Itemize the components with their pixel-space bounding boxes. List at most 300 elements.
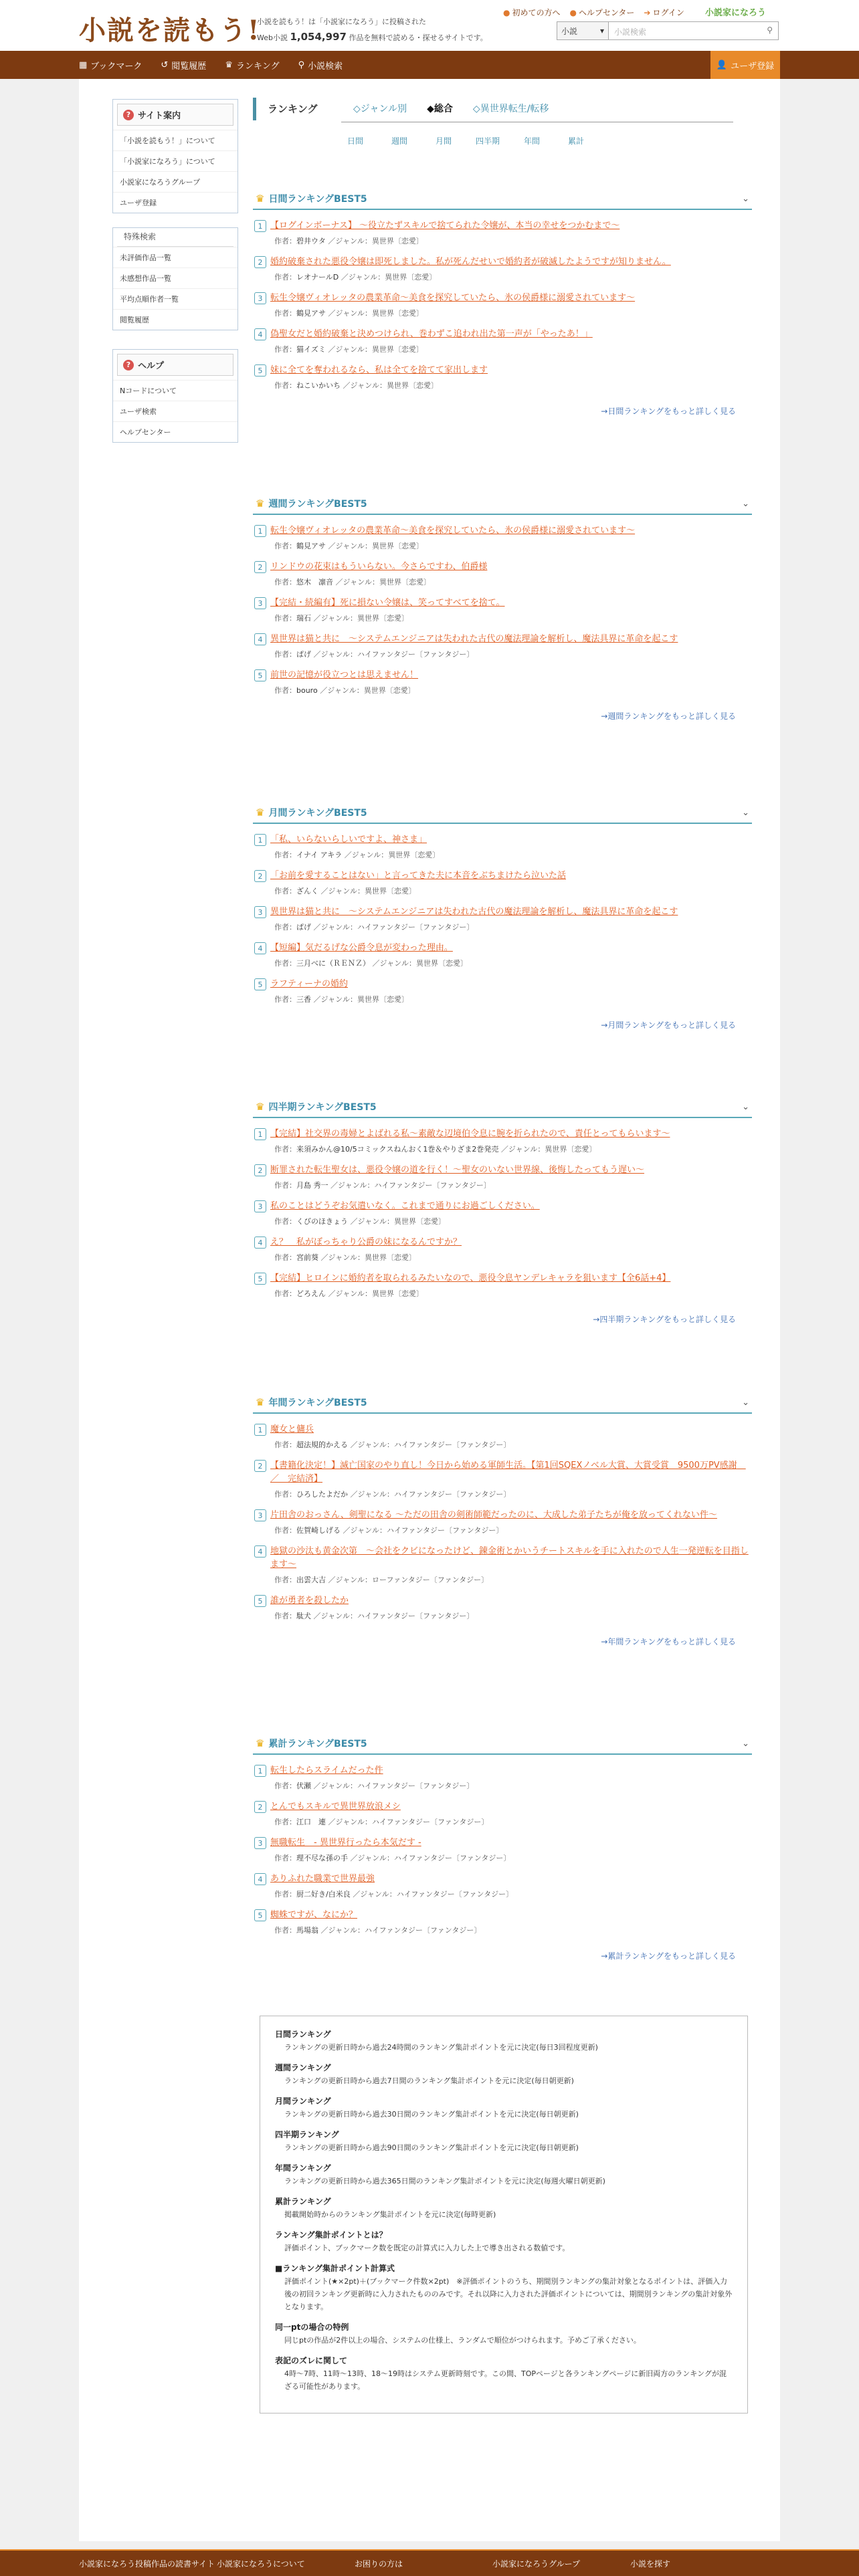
author-name[interactable]: どろえん — [296, 1289, 326, 1298]
footer-link[interactable]: 小説家になろうについて — [217, 2559, 305, 2569]
footer-link[interactable]: 小説を探す — [630, 2559, 671, 2569]
genre-label: ／ジャンル： — [330, 1181, 375, 1190]
chevron-down-icon[interactable]: ⌄ — [742, 498, 749, 509]
section-title — [256, 806, 367, 819]
genre-name: ハイファンタジー〔ファンタジー〕 — [394, 1854, 511, 1862]
rank-number: 2 — [254, 561, 266, 573]
section-title-label: 四半期ランキングBEST5 — [268, 1102, 377, 1113]
novel-meta — [254, 272, 752, 282]
explain-text: ランキングの更新日時から過去30日間のランキング集計ポイントを元に決定(毎日朝更新) — [284, 2110, 579, 2119]
rank-number: 1 — [254, 525, 266, 537]
login-link[interactable] — [644, 7, 684, 18]
genre-name: 異世界〔恋愛〕 — [545, 1145, 597, 1154]
author-name[interactable]: 厨二好き/白米良 — [296, 1890, 351, 1899]
novel-meta — [254, 1525, 752, 1535]
explain-text: 同じptの作品が2件以上の場合、システムの仕様上、ランダムで順位がつけられます。予めご了承ください。 — [284, 2336, 641, 2345]
section-title — [256, 192, 367, 205]
rank-number: 2 — [254, 1164, 266, 1176]
novel-title-link[interactable]: 蜘蛛ですが、なにか？ — [270, 1910, 358, 1920]
ranking-item — [253, 1509, 752, 1535]
author-name[interactable]: 猫イズミ — [296, 345, 326, 354]
chevron-down-icon[interactable]: ⌄ — [742, 1397, 749, 1408]
ranking-item — [253, 669, 752, 695]
tab-overall[interactable]: ◆総合 — [427, 104, 453, 114]
author-label: 作者： — [274, 995, 296, 1004]
footer-link[interactable]: 小説家になろうグループ — [492, 2559, 581, 2569]
footer-link[interactable]: 小説家になろう投稿作品の読書サイト — [79, 2559, 215, 2569]
novel-title-link[interactable]: 婚約破棄された悪役令嬢は即死しました。私が死んだせいで婚約者が破滅したようですが知りません。 — [270, 257, 671, 267]
novel-title-link[interactable]: 【ログインボーナス】 ～役立たずスキルで捨てられた令嬢が、本当の幸せをつかむまで～ — [270, 221, 620, 231]
author-name[interactable]: 鶴見アサ — [296, 309, 326, 318]
crown-icon: ♛ — [256, 193, 265, 205]
section-header[interactable] — [253, 1733, 752, 1755]
genre-label: ／ジャンル： — [313, 614, 358, 623]
novel-title-link[interactable]: 「私、いらないらしいですよ、神さま」 — [270, 835, 427, 845]
novel-title-link[interactable]: とんでもスキルで異世界放浪メシ — [270, 1802, 401, 1812]
sidebar-item[interactable]: ユーザ登録 — [113, 192, 237, 213]
heading-bar — [253, 98, 256, 120]
more-ranking-link[interactable]: →年間ランキングをもっと詳しく見る — [601, 1637, 736, 1646]
author-name[interactable]: 三月べに（ＲＥＮＺ） — [296, 959, 370, 968]
genre-name: 異世界〔恋愛〕 — [394, 1217, 446, 1226]
author-name[interactable]: 宮前葵 — [296, 1253, 318, 1262]
novel-title-link[interactable]: 魔女と傭兵 — [270, 1424, 314, 1434]
author-name[interactable]: イナイ アキラ — [296, 851, 343, 859]
rank-number: 4 — [254, 1873, 266, 1885]
ranking-item — [253, 978, 752, 1004]
rank-number: 2 — [254, 256, 266, 268]
ranking-item — [253, 219, 752, 246]
author-label: 作者： — [274, 887, 296, 895]
author-name[interactable]: 江口 連 — [296, 1818, 326, 1826]
tagline-post: 作品を無料で読める・探せるサイトです。 — [349, 33, 488, 42]
genre-name: ハイファンタジー〔ファンタジー〕 — [357, 1612, 474, 1620]
ranking-item — [253, 560, 752, 587]
explain-heading: ■ランキング集計ポイント計算式 — [275, 2264, 395, 2273]
novel-meta — [254, 1216, 752, 1226]
ranking-item — [253, 292, 752, 318]
genre-name: 異世界〔恋愛〕 — [371, 345, 423, 354]
novel-title-link[interactable]: ありふれた職業で世界最強 — [270, 1874, 375, 1884]
more-ranking-link[interactable]: →累計ランキングをもっと詳しく見る — [601, 1951, 736, 1961]
ranking-section — [253, 802, 752, 1031]
author-label: 作者： — [274, 345, 296, 354]
tab-weekly[interactable]: 週間 — [391, 136, 407, 146]
sidebar-site-guide — [112, 99, 238, 213]
nav-bookmark-label: ブックマーク — [90, 61, 142, 72]
ranking-item — [253, 1800, 752, 1827]
chevron-down-icon[interactable]: ⌄ — [742, 1101, 749, 1112]
novel-title-link[interactable]: 転生令嬢ヴィオレッタの農業革命～美食を探究していたら、氷の侯爵様に溺愛されています～ — [270, 293, 636, 303]
author-label: 作者： — [274, 1854, 296, 1862]
genre-name: ハイファンタジー〔ファンタジー〕 — [394, 1440, 511, 1449]
top-links — [503, 7, 684, 18]
genre-label: ／ジャンル： — [328, 1289, 373, 1298]
explain-heading: 四半期ランキング — [275, 2130, 339, 2139]
author-label: 作者： — [274, 1289, 296, 1298]
rank-number: 5 — [254, 978, 266, 990]
ranking-explanation — [260, 2016, 748, 2413]
more-ranking-link[interactable]: →四半期ランキングをもっと詳しく見る — [593, 1315, 736, 1324]
nav-bookmark[interactable] — [79, 59, 142, 72]
author-name[interactable]: 月島 秀一 — [296, 1181, 328, 1190]
author-label: 作者： — [274, 1490, 296, 1499]
explain-heading: 同一ptの場合の特例 — [275, 2323, 349, 2332]
more-ranking-link[interactable]: →日間ランキングをもっと詳しく見る — [601, 407, 736, 416]
ranking-header — [253, 95, 748, 123]
explain-heading: 日間ランキング — [275, 2030, 331, 2039]
novel-meta — [254, 1610, 752, 1621]
rank-number: 4 — [254, 633, 266, 645]
novel-meta — [254, 1889, 752, 1899]
novel-title-link[interactable]: 無職転生 - 異世界行ったら本気だす - — [270, 1838, 421, 1848]
author-name[interactable]: 碧井ウタ — [296, 237, 326, 245]
question-icon: ? — [123, 110, 134, 120]
help-center-link[interactable] — [570, 7, 635, 18]
genre-label: ／ジャンル： — [320, 686, 364, 695]
author-name[interactable]: ざんく — [296, 887, 318, 895]
novel-count: 1,054,997 — [290, 31, 347, 43]
genre-name: ハイファンタジー〔ファンタジー〕 — [394, 1490, 511, 1499]
explain-text: 評価ポイント(★×2pt)＋(ブックマーク件数×2pt) ※評価ポイントのうち、期間別ランキングの集計対象となるポイントは、評価入力後の初回ランキング更新時に入力されたもののみです。それ以降に入力された評価ポイントについては、期間別ランキングの集計対象外となります。 — [284, 2277, 733, 2311]
login-label: ログイン — [652, 8, 684, 17]
genre-label: ／ジャンル： — [328, 542, 373, 550]
novel-title-link[interactable]: リンドウの花束はもういらない。今さらですわ、伯爵様 — [270, 562, 488, 572]
rank-number: 4 — [254, 328, 266, 340]
history-icon: ↺ — [161, 60, 169, 70]
ranking-item — [253, 1872, 752, 1899]
tab-quarterly[interactable]: 四半期 — [475, 136, 500, 146]
genre-name: ハイファンタジー〔ファンタジー〕 — [372, 1818, 489, 1826]
ranking-item — [253, 1909, 752, 1935]
sidebar-item[interactable]: 未感想作品一覧 — [113, 267, 237, 288]
question-icon: ? — [123, 360, 134, 370]
sidebar-help-title — [117, 354, 233, 376]
genre-label: ／ジャンル： — [313, 995, 358, 1004]
ranking-section — [253, 189, 752, 417]
explain-heading: ランキング集計ポイントとは？ — [275, 2230, 387, 2240]
author-label: 作者： — [274, 686, 296, 695]
novel-meta — [254, 380, 752, 391]
sidebar-item[interactable]: 「小説家になろう」について — [113, 150, 237, 171]
sidebar-item[interactable]: 未評価作品一覧 — [113, 247, 237, 267]
novel-title-link[interactable]: 偽聖女だと婚約破棄と決めつけられ、巻わずこ追われ出た第一声が「やったあ！」 — [270, 329, 593, 339]
more-ranking-link[interactable]: →週間ランキングをもっと詳しく見る — [601, 712, 736, 721]
novel-title-link[interactable]: 転生したらスライムだった件 — [270, 1765, 383, 1776]
author-name[interactable]: 佐賀崎しげる — [296, 1526, 341, 1535]
ranking-section — [253, 1097, 752, 1325]
bookmark-icon: ▦ — [79, 60, 88, 70]
sidebar-special-search — [112, 227, 238, 330]
genre-label: ／ジャンル： — [328, 237, 372, 245]
user-register-button[interactable] — [710, 51, 780, 79]
sidebar-item[interactable]: 「小説を読もう！」について — [113, 130, 237, 150]
author-name[interactable]: 馬場翁 — [296, 1926, 318, 1935]
genre-name: ハイファンタジー〔ファンタジー〕 — [396, 1890, 514, 1899]
genre-label: ／ジャンル： — [341, 273, 385, 282]
author-label: 作者： — [274, 650, 296, 659]
genre-name: ハイファンタジー〔ファンタジー〕 — [365, 1926, 482, 1935]
author-name[interactable]: 伏瀬 — [296, 1782, 311, 1790]
genre-name: 異世界〔恋愛〕 — [372, 309, 424, 318]
author-label: 作者： — [274, 1890, 296, 1899]
novel-title-link[interactable]: 断罪された転生聖女は、悪役令嬢の道を行く！～聖女のいない世界線、後悔したってもう遅い～ — [270, 1165, 645, 1175]
author-name[interactable]: ぱげ — [296, 923, 311, 932]
author-name[interactable]: ぱげ — [296, 650, 311, 659]
novel-meta — [254, 1489, 752, 1499]
help-icon: ● — [569, 7, 577, 17]
author-label: 作者： — [274, 1217, 296, 1226]
genre-name: 異世界〔恋愛〕 — [372, 542, 424, 550]
rank-number: 5 — [254, 364, 266, 377]
tab-daily[interactable]: 日間 — [347, 136, 363, 146]
novel-meta — [254, 235, 752, 246]
genre-name: 異世界〔恋愛〕 — [357, 995, 409, 1004]
chevron-down-icon[interactable]: ⌄ — [742, 193, 749, 204]
sidebar-item[interactable]: 平均点順作者一覧 — [113, 288, 237, 309]
tagline — [257, 15, 488, 45]
tab-yearly[interactable]: 年間 — [523, 136, 540, 146]
rank-number: 4 — [254, 942, 266, 954]
chevron-down-icon[interactable]: ⌄ — [742, 1738, 749, 1749]
genre-name: ハイファンタジー〔ファンタジー〕 — [387, 1526, 504, 1535]
author-name[interactable]: 瑞石 — [296, 614, 311, 623]
sidebar-item[interactable]: ユーザ検索 — [113, 401, 237, 421]
novel-meta — [254, 994, 752, 1004]
genre-label: ／ジャンル： — [320, 1926, 365, 1935]
tagline-line1: 小説を読もう！は「小説家になろう」に投稿された — [257, 17, 426, 26]
rank-number: 2 — [254, 1460, 266, 1472]
novel-title-link[interactable]: 前世の記憶が役立つとは思えません！ — [270, 670, 419, 680]
explain-heading: 累計ランキング — [275, 2197, 331, 2206]
rank-number: 1 — [254, 1424, 266, 1436]
search-input[interactable] — [609, 21, 779, 40]
genre-name: 異世界〔恋愛〕 — [379, 578, 432, 586]
genre-label: ／ジャンル： — [344, 851, 389, 859]
novel-title-link[interactable]: 転生令嬢ヴィオレッタの農業革命～美食を探究していたら、氷の侯爵様に溺愛されています～ — [270, 526, 636, 536]
ranking-item — [253, 524, 752, 551]
site-title-label: サイト案内 — [138, 111, 181, 121]
explain-heading: 表記のズレに関して — [275, 2356, 348, 2365]
author-name[interactable]: ひろしたよだか — [296, 1490, 348, 1499]
section-title — [256, 1737, 367, 1750]
author-label: 作者： — [274, 1612, 296, 1620]
genre-name: ハイファンタジー〔ファンタジー〕 — [357, 1782, 474, 1790]
tab-monthly[interactable]: 月間 — [435, 136, 452, 146]
novel-title-link[interactable]: 【完結】ヒロインに婚約者を取られるみたいなので、悪役令息ヤンデレキャラを狙います【全6話+4】 — [270, 1273, 671, 1283]
tab-total[interactable]: 累計 — [567, 136, 584, 146]
sidebar-item[interactable]: 小説家になろうグループ — [113, 171, 237, 192]
ranking-item — [253, 1164, 752, 1190]
chevron-down-icon[interactable]: ⌄ — [742, 807, 749, 818]
sidebar-item[interactable]: ヘルプセンター — [113, 421, 237, 442]
section-header[interactable] — [253, 494, 752, 515]
novel-title-link[interactable]: 「お前を愛することはない」と言ってきた夫に本音をぶちまけたら泣いた話 — [270, 871, 567, 881]
help-title-label: ヘルプ — [138, 361, 165, 371]
author-label: 作者： — [274, 614, 296, 623]
novel-meta — [254, 613, 752, 623]
novel-title-link[interactable]: 異世界は猫と共に ～システムエンジニアは失われた古代の魔法理論を解析し、魔法具界に革命を起こす — [270, 634, 678, 644]
rank-number: 1 — [254, 1765, 266, 1777]
ranking-item — [253, 1200, 752, 1226]
search-type-value: 小説 — [561, 26, 578, 36]
author-name[interactable]: 駄犬 — [296, 1612, 311, 1620]
author-label: 作者： — [274, 1782, 296, 1790]
genre-label: ／ジャンル： — [313, 1782, 358, 1790]
genre-label: ／ジャンル： — [313, 1612, 358, 1620]
special-search-title: 特殊検索 — [117, 228, 233, 247]
novel-title-link[interactable]: え？ 私がぼっちゃり公爵の妹になるんですか？ — [270, 1237, 462, 1247]
genre-label: ／ジャンル： — [343, 381, 387, 390]
author-label: 作者： — [274, 1181, 296, 1190]
ranking-section — [253, 1733, 752, 1961]
author-name[interactable]: 鶴見アサ — [296, 542, 326, 550]
novel-meta — [254, 1780, 752, 1791]
genre-name: 異世界〔恋愛〕 — [357, 614, 409, 623]
search-type-select[interactable] — [557, 21, 609, 40]
novel-title-link[interactable]: 異世界は猫と共に ～システムエンジニアは失われた古代の魔法理論を解析し、魔法具界に革命を起こす — [270, 907, 678, 917]
novel-meta — [254, 1816, 752, 1827]
author-label: 作者： — [274, 1253, 296, 1262]
section-title-label: 日間ランキングBEST5 — [268, 194, 367, 205]
novel-title-link[interactable]: 私のことはどうぞお気遣いなく。これまで通りにお過ごしください。 — [270, 1201, 540, 1211]
nav-history[interactable] — [161, 59, 206, 72]
section-header[interactable] — [253, 802, 752, 824]
user-icon: 👤 — [716, 60, 728, 70]
nav-ranking[interactable] — [225, 59, 279, 72]
crown-icon: ♛ — [256, 1396, 265, 1408]
ranking-item — [253, 597, 752, 623]
section-title-label: 累計ランキングBEST5 — [268, 1739, 367, 1749]
section-title — [256, 497, 367, 510]
tab-isekai[interactable]: ◇異世界転生/転移 — [472, 104, 549, 114]
explain-text: 評価ポイント、ブックマーク数を既定の計算式に入力した上で導き出される数値です。 — [284, 2244, 570, 2252]
rank-number: 5 — [254, 1273, 266, 1285]
novel-title-link[interactable]: 【短編】気だるげな公爵令息が変わった理由。 — [270, 943, 453, 953]
explain-heading: 年間ランキング — [275, 2163, 331, 2173]
novel-meta — [254, 885, 752, 896]
rank-number: 3 — [254, 1200, 266, 1212]
author-label: 作者： — [274, 1440, 296, 1449]
search-icon[interactable]: ⚲ — [767, 25, 773, 35]
help-center-label: ヘルプセンター — [578, 8, 635, 17]
author-name[interactable]: 来須みかん@10/5コミックスねんおく1巻＆やりざま2巻発売 — [296, 1145, 499, 1154]
author-name[interactable]: 超法規的かえる — [296, 1440, 348, 1449]
novel-title-link[interactable]: 【完結・続編有】死に損ない令嬢は、笑ってすべてを捨て。 — [270, 598, 505, 608]
nav-ranking-label: ランキング — [235, 61, 280, 72]
author-name[interactable]: 理不尽な孫の手 — [296, 1854, 348, 1862]
nav-search[interactable] — [298, 59, 343, 72]
tab-genre[interactable]: ◇ジャンル別 — [353, 104, 407, 114]
ranking-item — [253, 942, 752, 968]
more-ranking-link[interactable]: →月間ランキングをもっと詳しく見る — [601, 1021, 736, 1030]
author-name[interactable]: 悠木 凛音 — [296, 578, 333, 586]
ranking-item — [253, 1423, 752, 1450]
author-label: 作者： — [274, 309, 296, 318]
genre-label: ／ジャンル： — [353, 1890, 397, 1899]
author-name[interactable]: ねこいかいち — [296, 381, 341, 390]
footer-link[interactable]: お困りの方は — [355, 2559, 403, 2569]
section-title — [256, 1396, 367, 1409]
novel-meta — [254, 922, 752, 932]
ranking-item — [253, 1459, 752, 1499]
section-header[interactable] — [253, 1097, 752, 1118]
genre-name: 異世界〔恋愛〕 — [365, 887, 417, 895]
genre-label: ／ジャンル： — [313, 923, 358, 932]
genre-label: ／ジャンル： — [320, 1253, 365, 1262]
author-label: 作者： — [274, 237, 296, 245]
first-time-link[interactable] — [503, 7, 561, 18]
genre-name: ハイファンタジー〔ファンタジー〕 — [357, 650, 474, 659]
genre-label: ／ジャンル： — [320, 887, 365, 895]
novel-meta — [254, 958, 752, 968]
section-header[interactable] — [253, 1392, 752, 1414]
rank-number: 2 — [254, 1801, 266, 1813]
genre-label: ／ジャンル： — [350, 1217, 395, 1226]
section-header[interactable] — [253, 189, 752, 210]
rank-number: 2 — [254, 870, 266, 882]
novel-title-link[interactable]: 【完結】社交界の毒婦とよばれる私～素敵な辺境伯令息に腕を折られたので、責任とってもらいます～ — [270, 1129, 670, 1139]
sidebar-item[interactable]: Nコードについて — [113, 380, 237, 401]
genre-name: 異世界〔恋愛〕 — [416, 959, 468, 968]
ranking-item — [253, 833, 752, 860]
author-name[interactable]: 三香 — [296, 995, 311, 1004]
genre-label: ／ジャンル： — [500, 1145, 545, 1154]
rank-number: 4 — [254, 1545, 266, 1558]
ranking-item — [253, 328, 752, 354]
site-logo[interactable]: 小説を読もう! — [79, 15, 261, 46]
explain-text: ランキングの更新日時から過去90日間のランキング集計ポイントを元に決定(毎日朝更新) — [284, 2143, 579, 2152]
novel-title-link[interactable]: 誰が勇者を殺したか — [270, 1596, 349, 1606]
author-label: 作者： — [274, 1576, 296, 1584]
novel-meta — [254, 576, 752, 587]
explain-text: ランキングの更新日時から過去365日間のランキング集計ポイントを元に決定(毎週火曜日朝更新) — [284, 2177, 605, 2185]
genre-name: 異世界〔恋愛〕 — [372, 1289, 424, 1298]
novel-meta — [254, 1852, 752, 1863]
author-name[interactable]: bouro — [296, 686, 318, 695]
rank-number: 3 — [254, 597, 266, 609]
author-name[interactable]: レオナールD — [296, 273, 339, 282]
genre-label: ／ジャンル： — [335, 578, 380, 586]
novel-title-link[interactable]: ラフティーナの婚約 — [270, 979, 348, 989]
rank-number: 3 — [254, 906, 266, 918]
novel-title-link[interactable]: 【書籍化決定！】滅亡国家のやり直し！今日から始める軍師生活。【第1回SQEXノベル大賞、大賞受賞 9500万PV感謝 ／ 完結済】 — [270, 1461, 746, 1484]
rank-number: 1 — [254, 220, 266, 232]
genre-label: ／ジャンル： — [350, 1490, 395, 1499]
novel-title-link[interactable]: 地獄の沙汰も黄金次第 ～会社をクビになったけど、錬金術とかいうチートスキルを手に入れたので人生一発逆転を目指します～ — [270, 1546, 749, 1570]
ranking-item — [253, 869, 752, 896]
ranking-item — [253, 1128, 752, 1154]
author-name[interactable]: 出雲大吉 — [296, 1576, 326, 1584]
author-label: 作者： — [274, 1526, 296, 1535]
sidebar-item[interactable]: 閲覧履歴 — [113, 309, 237, 330]
genre-name: 異世界〔恋愛〕 — [363, 686, 415, 695]
search-placeholder: 小説検索 — [614, 27, 647, 37]
novel-meta — [254, 1439, 752, 1450]
novel-title-link[interactable]: 片田舎のおっさん、剣聖になる ～ただの田舎の剣術師範だったのに、大成した弟子たちが俺を放ってくれない件～ — [270, 1510, 717, 1520]
ranking-item — [253, 1545, 752, 1585]
novel-title-link[interactable]: 妹に全てを奪われるなら、私は全てを捨てて家出します — [270, 365, 488, 375]
author-label: 作者： — [274, 273, 296, 282]
narou-brand-link[interactable]: 小説家になろう — [705, 8, 767, 18]
ranking-item — [253, 1594, 752, 1621]
author-name[interactable]: くびのほきょう — [296, 1217, 348, 1226]
crown-icon: ♛ — [256, 498, 265, 510]
rank-number: 5 — [254, 1595, 266, 1607]
section-title — [256, 1100, 377, 1113]
explain-text: 4時〜7時、11時〜13時、18〜19時はシステム更新時刻です。この間、TOPページと各ランキングページに新旧両方のランキングが混ざる可能性があります。 — [284, 2369, 727, 2391]
genre-label: ／ジャンル： — [328, 1818, 373, 1826]
